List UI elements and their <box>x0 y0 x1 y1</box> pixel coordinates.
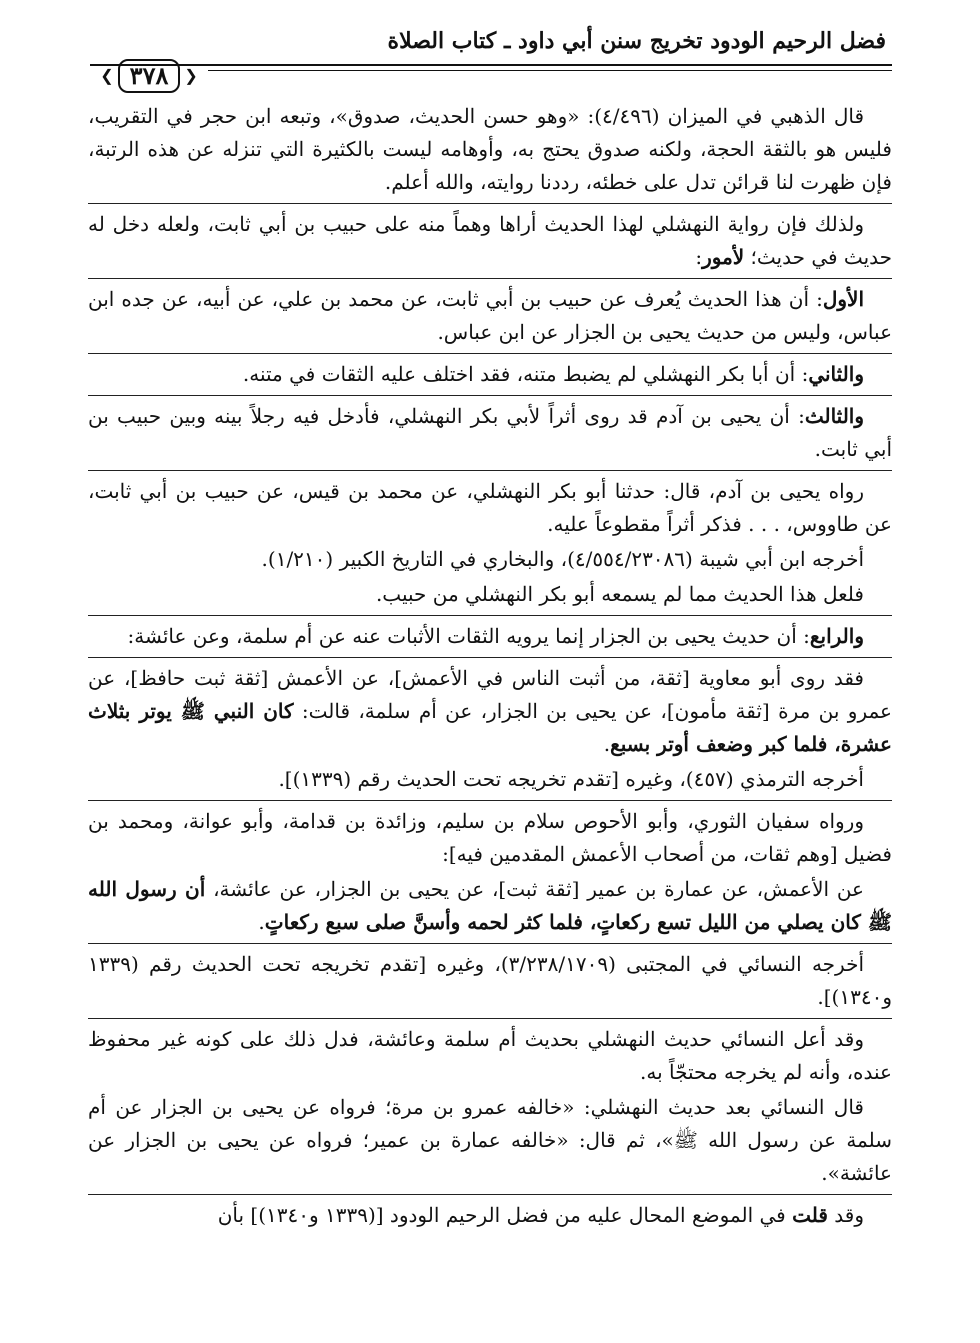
paragraph <box>88 283 892 349</box>
paragraph <box>88 1023 892 1089</box>
bold-text-segment: لأمور <box>702 245 745 269</box>
paragraph <box>88 578 892 611</box>
text-segment: : أن أبا بكر النهشلي لم يضبط متنه، فقد اختلف عليه الثقات في متنه. <box>242 362 809 386</box>
paragraph <box>88 475 892 541</box>
text-segment: ولذلك فإن رواية النهشلي لهذا الحديث أراها وهماً منه على حبيب بن أبي ثابت، ولعله دخل له حديث في حديث؛ <box>88 212 892 269</box>
paragraph-divider <box>88 1018 892 1019</box>
paragraph-divider <box>88 395 892 396</box>
paragraph <box>88 948 892 1014</box>
paragraph <box>88 400 892 466</box>
text-segment: أخرجه الترمذي (٤٥٧)، وغيره [تقدم تخريجه تحت الحديث رقم (١٣٣٩)]. <box>278 767 864 791</box>
header-rule-top <box>90 64 892 66</box>
paragraph <box>88 620 892 653</box>
text-segment: في الموضع المحال عليه من فضل الرحيم الودود [(١٣٣٩ و١٣٤٠)] بأن <box>217 1203 793 1227</box>
page-header <box>90 28 892 98</box>
ornament-left-icon: ❮ <box>184 66 198 85</box>
bold-text-segment: قلت <box>792 1203 828 1227</box>
text-segment: فلعل هذا الحديث مما لم يسمعه أبو بكر النهشلي من حبيب. <box>375 582 864 606</box>
ornament-right-icon: ❯ <box>100 66 114 85</box>
paragraph-divider <box>88 615 892 616</box>
paragraph <box>88 100 892 199</box>
text-segment: ورواه سفيان الثوري، وأبو الأحوص سلام بن سليم، وزائدة بن قدامة، وأبو عوانة، ومحمد بن فضيل [وهم ثقات، من أصحاب الأعمش المقدمين فيه]: <box>88 809 892 866</box>
text-segment: : أن حديث يحيى بن الجزار إنما يرويه الثقات الأثبات عنه عن أم سلمة، وعن عائشة: <box>127 624 810 648</box>
page-number-frame <box>90 58 208 94</box>
text-segment: أخرجه ابن أبي شيبة (٤/٥٥٤/٢٣٠٨٦)، والبخاري في التاريخ الكبير (١/٢١٠). <box>261 547 864 571</box>
page-number: ٣٧٨ <box>118 59 181 93</box>
bold-text-segment: والرابع <box>809 624 864 648</box>
paragraph <box>88 1199 892 1232</box>
paragraph <box>88 543 892 576</box>
text-segment: : أن يحيى بن آدم قد روى أثراً لأبي بكر النهشلي، فأدخل فيه رجلاً بينه وبين حبيب بن أبي ثابت. <box>88 404 892 461</box>
bold-text-segment: والثاني <box>808 362 864 386</box>
text-segment: عن الأعمش، عن عمارة بن عمير [ثقة ثبت]، عن يحيى بن الجزار، عن عائشة، <box>205 877 864 901</box>
text-segment: فقد روى أبو معاوية [ثقة، من أثبت الناس في الأعمش]، عن الأعمش [ثقة ثبت حافظ]، عن عمرو بن مرة [ثقة مأمون]، عن يحيى بن الجزار، عن أم سلمة، قالت: <box>88 666 892 723</box>
paragraph <box>88 1091 892 1190</box>
text-segment: قال الذهبي في الميزان (٤/٤٩٦): «وهو حسن الحديث، صدوق»، وتبعه ابن حجر في التقريب، فليس هو بالثقة الحجة، ولكنه صدوق يحتج به، وأوهامه ليست بالكثيرة التي تنزله عن هذه الرتبة، فإن ظهرت لنا قرائن تدل على خطئه، رددنا روايته، والله أعلم. <box>88 104 892 194</box>
paragraph-divider <box>88 657 892 658</box>
paragraph <box>88 763 892 796</box>
paragraph-divider <box>88 470 892 471</box>
paragraph <box>88 873 892 939</box>
bold-text-segment: الأول <box>822 287 864 311</box>
running-title: فضل الرحيم الودود تخريج سنن أبي داود ـ كتاب الصلاة <box>387 28 886 54</box>
paragraph-divider <box>88 1194 892 1195</box>
paragraph <box>88 805 892 871</box>
text-segment: قال النسائي بعد حديث النهشلي: «خالفه عمرو بن مرة؛ فرواه عن يحيى بن الجزار عن أم سلمة عن رسول الله ﷺ»، ثم قال: «خالفه عمارة بن عمير؛ فرواه عن يحيى بن الجزار عن عائشة». <box>88 1095 892 1185</box>
text-segment: . <box>258 910 265 934</box>
paragraph <box>88 208 892 274</box>
text-segment: أخرجه النسائي في المجتبى (٣/٢٣٨/١٧٠٩)، وغيره [تقدم تخريجه تحت الحديث رقم (١٣٣٩ و١٣٤٠)]. <box>88 952 892 1009</box>
header-rule-bottom <box>208 70 892 71</box>
bold-text-segment: أن رسول الله ﷺ كان يصلي من الليل تسع ركعاتٍ، فلما كثر لحمه وأسنَّ صلى سبع ركعاتٍ <box>88 877 892 934</box>
text-segment: . <box>603 732 611 756</box>
text-segment: رواه يحيى بن آدم، قال: حدثنا أبو بكر النهشلي، عن محمد بن قيس، عن حبيب بن أبي ثابت، عن طاووس، . . . فذكر أثراً مقطوعاً عليه. <box>88 479 892 536</box>
text-segment: : <box>695 245 703 269</box>
paragraph <box>88 662 892 761</box>
paragraph-divider <box>88 278 892 279</box>
bold-text-segment: والثالث <box>804 404 865 428</box>
paragraph-divider <box>88 353 892 354</box>
text-segment: وقد أعل النسائي حديث النهشلي بحديث أم سلمة وعائشة، فدل ذلك على كونه غير محفوظ عنده، وأنه لم يخرجه محتجّاً به. <box>88 1027 892 1084</box>
text-segment: : أن هذا الحديث يُعرف عن حبيب بن أبي ثابت، عن محمد بن علي، عن أبيه، عن جده ابن عباس، وليس من حديث يحيى بن الجزار عن ابن عباس. <box>88 287 892 344</box>
paragraph-divider <box>88 203 892 204</box>
bold-text-segment: كان النبي ﷺ يوتر بثلاث عشرة، فلما كبر وضعف أوتر بسبع <box>88 699 892 756</box>
page-body <box>88 100 892 1234</box>
paragraph-divider <box>88 943 892 944</box>
text-segment: وقد <box>827 1203 864 1227</box>
paragraph-divider <box>88 800 892 801</box>
paragraph <box>88 358 892 391</box>
